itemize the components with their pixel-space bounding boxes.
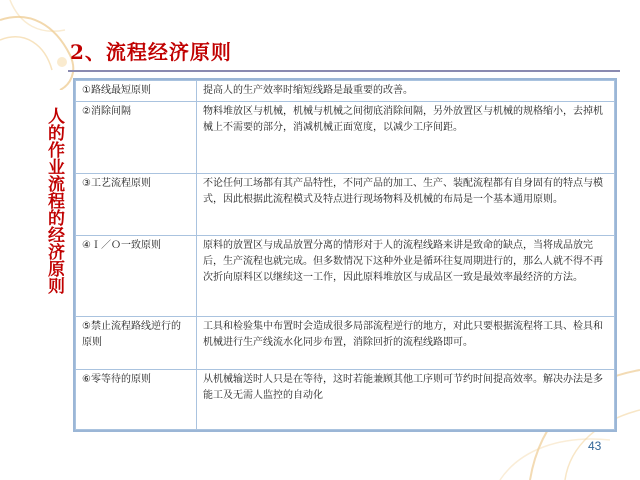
principle-name: ④Ｉ／Ｏ一致原则 xyxy=(76,236,197,317)
principle-description: 不论任何工场都有其产品特性，不同产品的加工、生产、装配流程都有自身固有的特点与模式，因此根据此流程模式及特点进行现场物料及机械的布局是一个基本通用原则。 xyxy=(197,174,615,236)
principle-name: ⑤禁止流程路线逆行的原则 xyxy=(76,317,197,370)
principle-name: ③工艺流程原则 xyxy=(76,174,197,236)
principles-table xyxy=(73,78,617,432)
principle-description: 工具和检验集中布置时会造成很多局部流程逆行的地方，对此只要根据流程将工具、检具和机械进行生产线流水化同步布置，消除回折的流程线路即可。 xyxy=(197,317,615,370)
principle-name: ⑥零等待的原则 xyxy=(76,370,197,430)
slide-title: 2、流程经济原则 xyxy=(70,40,232,64)
side-vertical-label: 人的作业流程的经济原则 xyxy=(44,107,64,294)
principle-description: 从机械输送时人只是在等待，这时若能兼顾其他工序则可节约时间提高效率。解决办法是多能工及无需人监控的自动化 xyxy=(197,370,615,430)
principle-description: 原料的放置区与成品放置分离的情形对于人的流程线路来讲是致命的缺点，当将成品放完后，生产流程也就完成。但多数情况下这种外业是循环往复周期进行的，那么人就不得不再次折向原料区以继续这一工作，因此原料堆放区与成品区一致是最效率最经济的方法。 xyxy=(197,236,615,317)
table-row xyxy=(76,370,615,430)
table-row xyxy=(76,236,615,317)
title-divider xyxy=(68,70,620,72)
principle-name: ①路线最短原则 xyxy=(76,81,197,102)
principle-description: 提高人的生产效率时缩短线路是最重要的改善。 xyxy=(197,81,615,102)
table-row xyxy=(76,81,615,102)
page-number: 43 xyxy=(588,439,602,453)
principle-name: ②消除间隔 xyxy=(76,102,197,174)
principle-description: 物料堆放区与机械，机械与机械之间彻底消除间隔，另外放置区与机械的规格缩小，去掉机械上不需要的部分，消减机械正面宽度，以减少工序间距。 xyxy=(197,102,615,174)
table-row xyxy=(76,317,615,370)
table-row xyxy=(76,102,615,174)
table-row xyxy=(76,174,615,236)
